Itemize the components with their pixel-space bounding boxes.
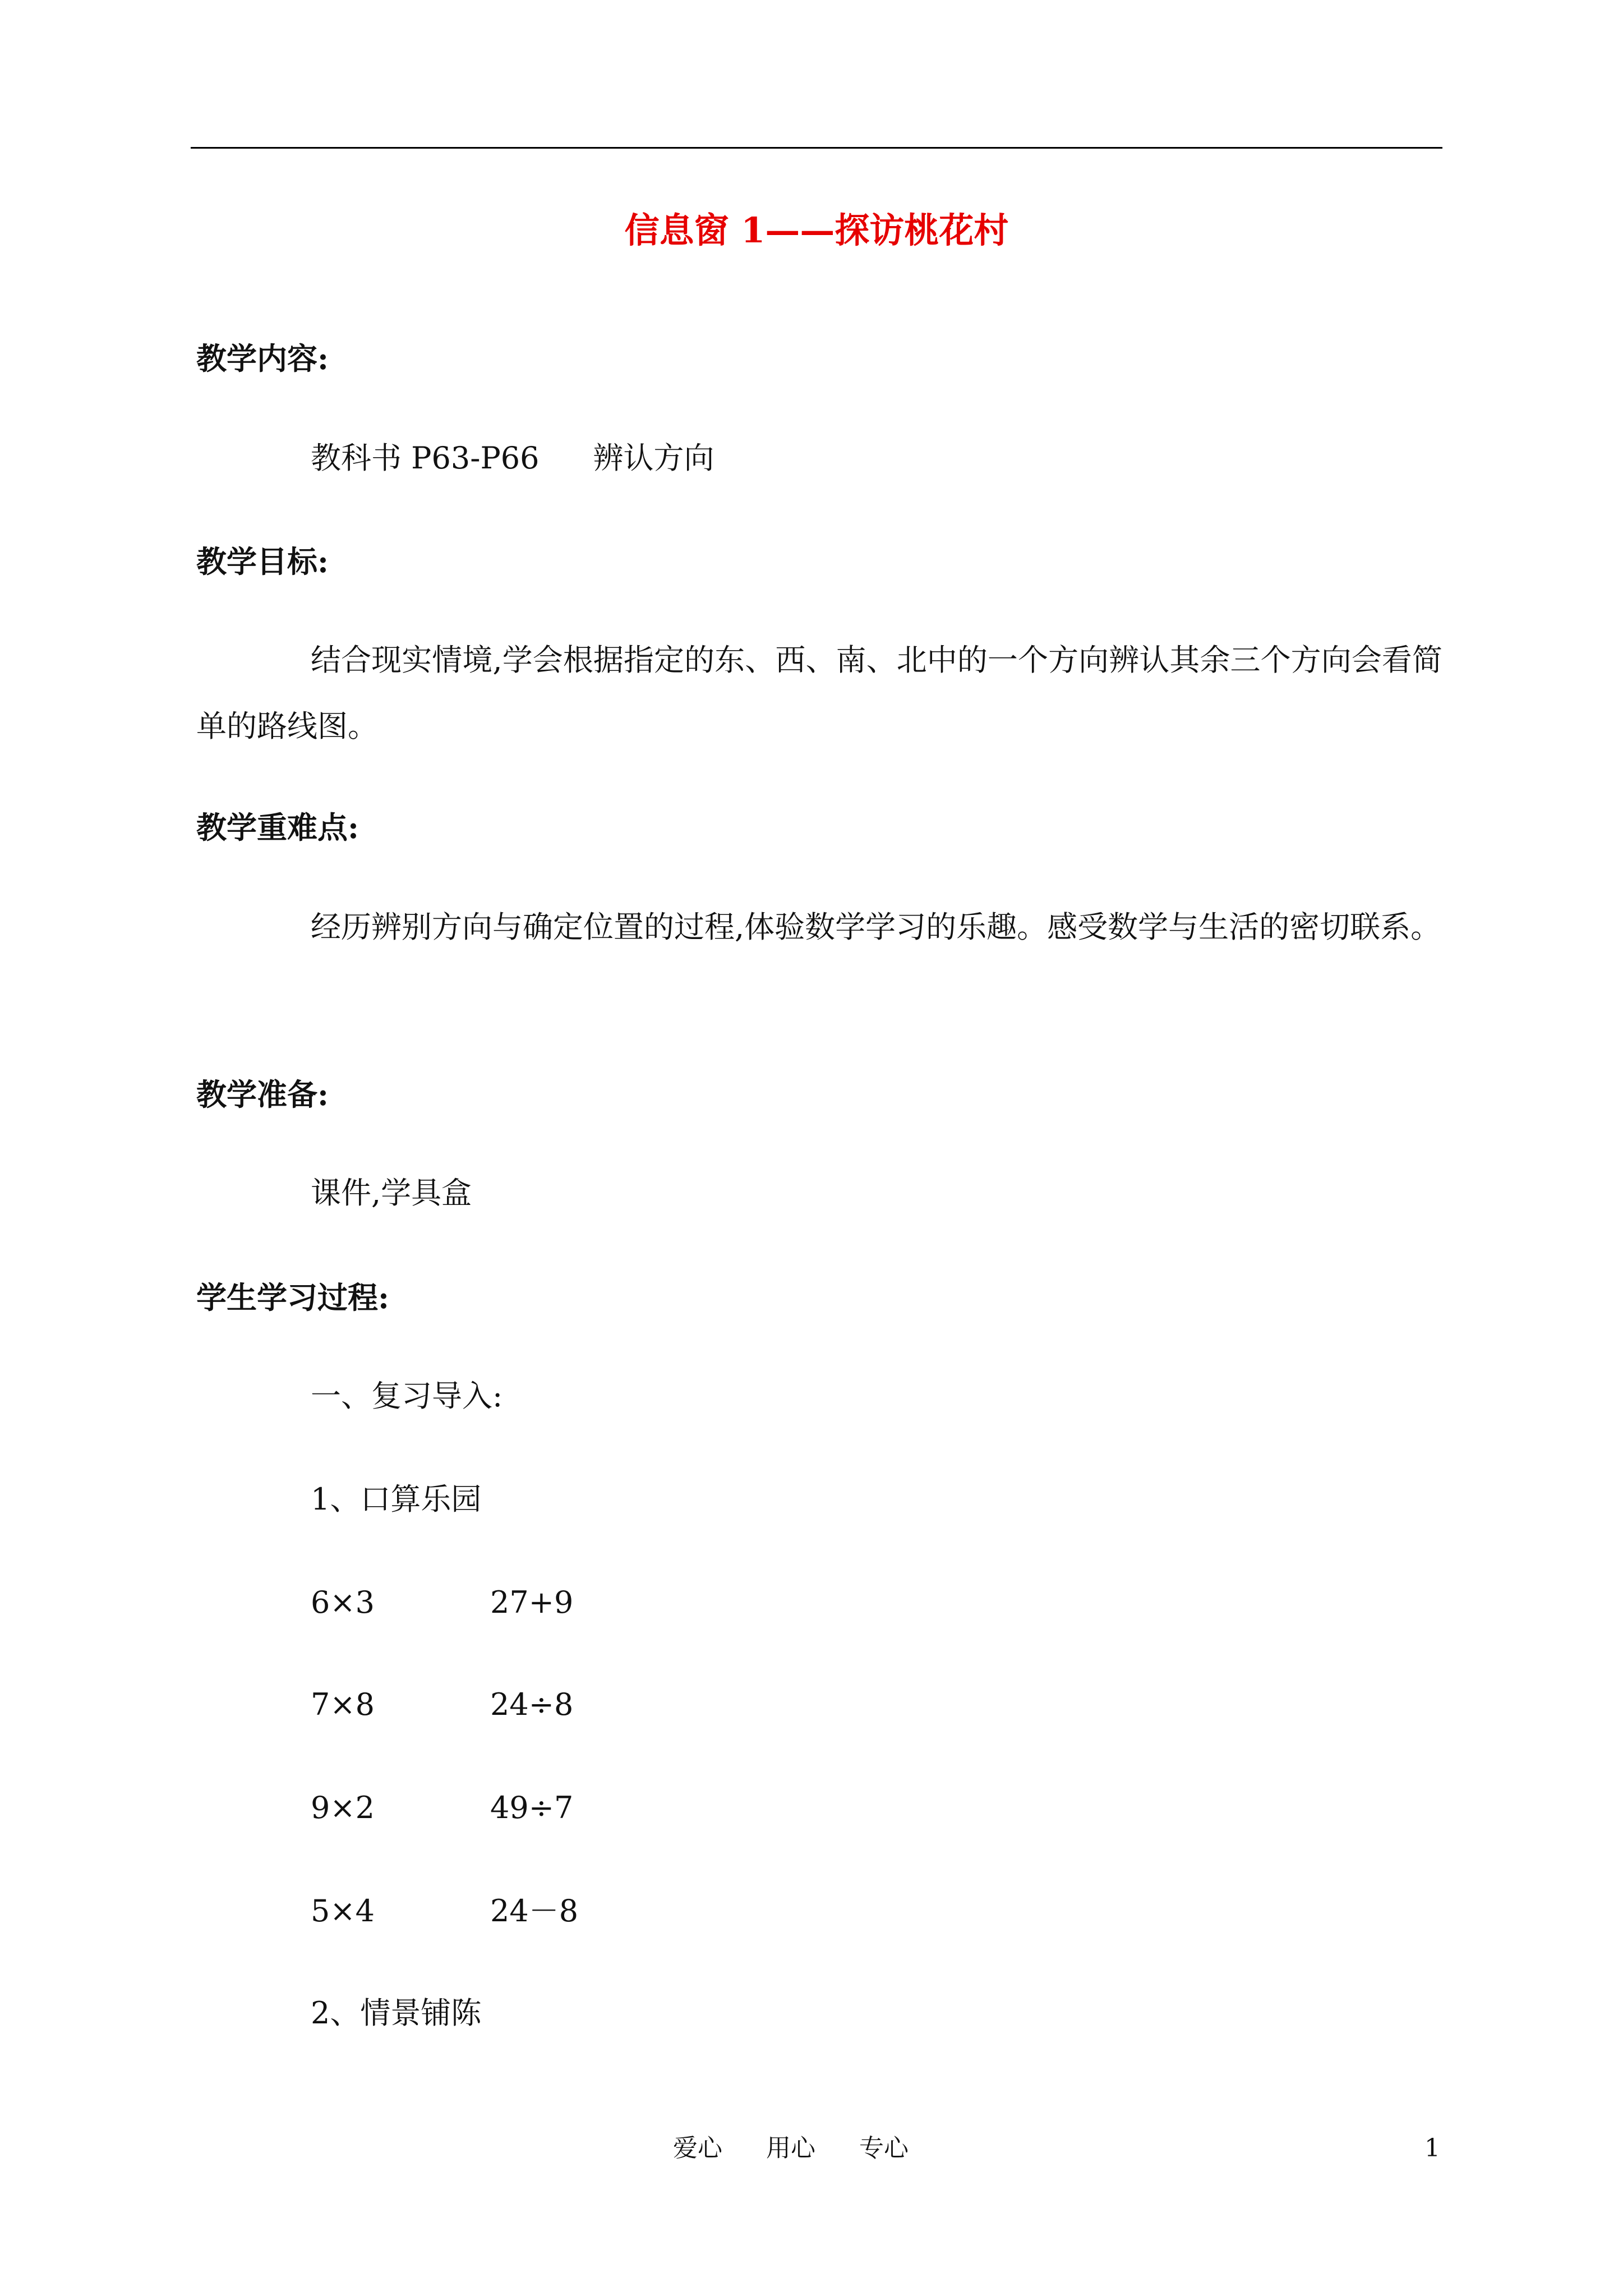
key-points-text: 经历辨别方向与确定位置的过程,体验数学学习的乐趣。感受数学与生活的密切联系。 — [311, 909, 1441, 945]
mental-math-subheading: 1、口算乐园 — [311, 1481, 482, 1517]
teaching-preparation-heading: 教学准备: — [196, 1076, 329, 1112]
teaching-content-heading: 教学内容: — [196, 341, 329, 376]
footer-motto: 爱心 — [673, 2134, 722, 2162]
calc-left: 6×3 — [311, 1585, 375, 1620]
calc-left: 5×4 — [311, 1893, 375, 1929]
textbook-pages: 教科书 P63-P66 — [311, 440, 540, 476]
teaching-content-line — [311, 440, 714, 476]
calc-right: 27+9 — [490, 1585, 574, 1620]
calc-right: 49÷7 — [490, 1790, 574, 1825]
calc-right: 24－8 — [490, 1893, 579, 1929]
scenario-subheading: 2、情景铺陈 — [311, 1995, 482, 2031]
footer-motto: 专心 — [859, 2134, 909, 2162]
teaching-objective-heading: 教学目标: — [196, 544, 329, 579]
header-rule — [191, 147, 1442, 149]
footer-mottos — [673, 2136, 909, 2161]
footer-motto: 用心 — [766, 2134, 815, 2162]
key-points-heading: 教学重难点: — [196, 809, 359, 845]
page-number: 1 — [1424, 2134, 1440, 2162]
learning-process-heading: 学生学习过程: — [196, 1280, 389, 1315]
document-title: 信息窗 1——探访桃花村 — [624, 210, 1009, 251]
teaching-preparation-text: 课件,学具盒 — [311, 1175, 472, 1211]
review-intro-step: 一、复习导入: — [311, 1378, 503, 1414]
teaching-objective-text: 结合现实情境,学会根据指定的东、西、南、北中的一个方向辨认其余三个方向会看简单的路线图。 — [196, 642, 1442, 744]
calc-right: 24÷8 — [490, 1687, 574, 1722]
lesson-topic: 辨认方向 — [593, 440, 714, 476]
calc-left: 9×2 — [311, 1790, 375, 1825]
calc-left: 7×8 — [311, 1687, 375, 1722]
